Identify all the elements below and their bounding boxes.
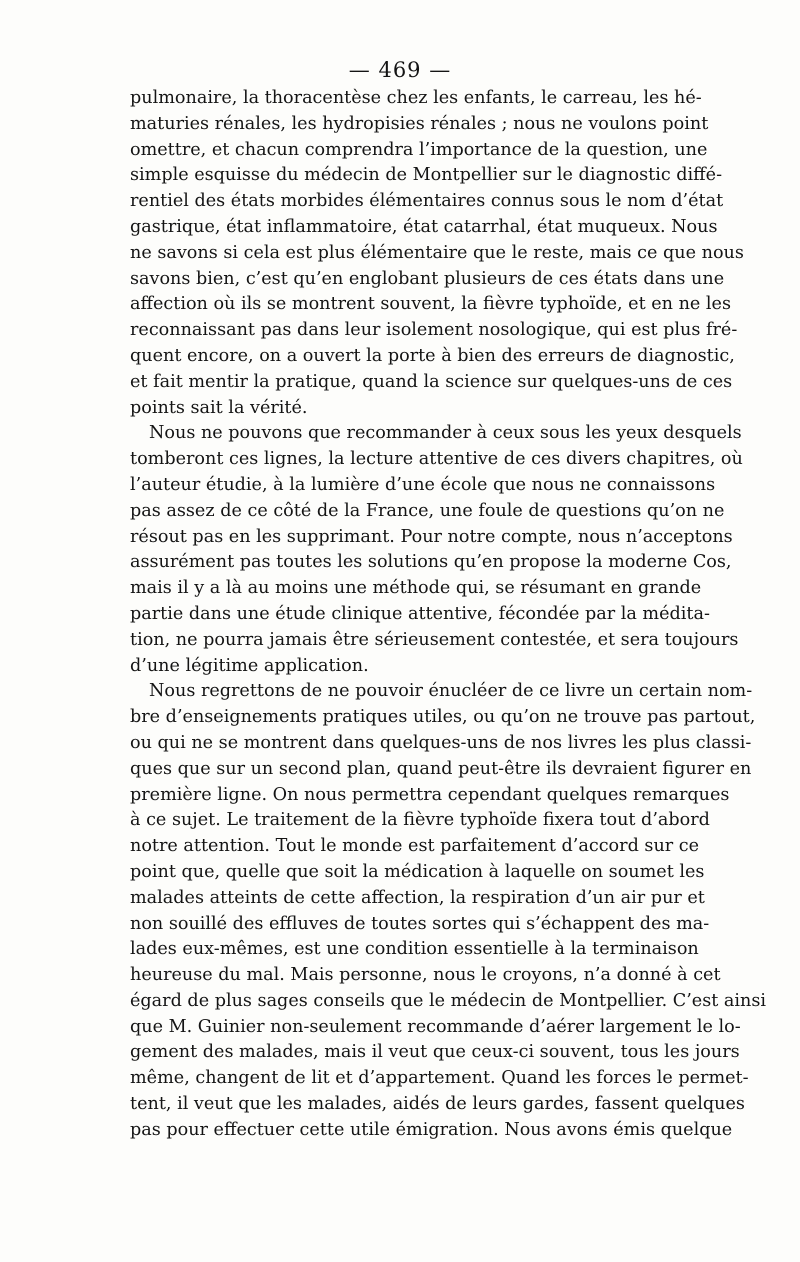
text-line: non souillé des effluves de toutes sortes qui s’échappent des ma- bbox=[130, 913, 710, 934]
text-line: heureuse du mal. Mais personne, nous le croyons, n’a donné à cet bbox=[130, 965, 721, 986]
paragraph-2 bbox=[130, 421, 743, 679]
paragraph-3 bbox=[130, 679, 767, 1143]
text-line: tion, ne pourra jamais être sérieusement contestée, et sera toujours bbox=[130, 629, 739, 650]
text-line: pas pour effectuer cette utile émigration. Nous avons émis quelque bbox=[130, 1119, 733, 1140]
text-line: tent, il veut que les malades, aidés de leurs gardes, fassent quelques bbox=[130, 1094, 745, 1115]
text-line: malades atteints de cette affection, la respiration d’un air pur et bbox=[130, 887, 705, 908]
text-line: que M. Guinier non-seulement recommande d’aérer largement le lo- bbox=[130, 1016, 741, 1037]
text-line: quent encore, on a ouvert la porte à bien des erreurs de diagnostic, bbox=[130, 345, 735, 366]
text-line: bre d’enseignements pratiques utiles, ou qu’on ne trouve pas partout, bbox=[130, 707, 756, 728]
text-line: égard de plus sages conseils que le médecin de Montpellier. C’est ainsi bbox=[130, 990, 767, 1011]
text-line: tomberont ces lignes, la lecture attentive de ces divers chapitres, où bbox=[130, 449, 743, 470]
text-line: et fait mentir la pratique, quand la science sur quelques-uns de ces bbox=[130, 371, 733, 392]
text-line: Nous ne pouvons que recommander à ceux sous les yeux desquels bbox=[149, 423, 742, 444]
text-line: omettre, et chacun comprendra l’importance de la question, une bbox=[130, 139, 708, 160]
text-line: notre attention. Tout le monde est parfaitement d’accord sur ce bbox=[130, 836, 700, 857]
text-line: simple esquisse du médecin de Montpellier sur le diagnostic diffé- bbox=[130, 165, 723, 186]
text-line: ne savons si cela est plus élémentaire que le reste, mais ce que nous bbox=[130, 242, 744, 263]
text-line: même, changent de lit et d’appartement. Quand les forces le permet- bbox=[130, 1068, 749, 1089]
text-line: gastrique, état inflammatoire, état catarrhal, état muqueux. Nous bbox=[130, 216, 718, 237]
text-line: lades eux-mêmes, est une condition essentielle à la terminaison bbox=[130, 939, 699, 960]
text-line: ou qui ne se montrent dans quelques-uns de nos livres les plus classi- bbox=[130, 732, 752, 753]
text-line: première ligne. On nous permettra cependant quelques remarques bbox=[130, 784, 730, 805]
text-line: ques que sur un second plan, quand peut-être ils devraient figurer en bbox=[130, 758, 752, 779]
text-line: résout pas en les supprimant. Pour notre compte, nous n’acceptons bbox=[130, 526, 733, 547]
text-line: Nous regrettons de ne pouvoir énucléer de ce livre un certain nom- bbox=[149, 681, 753, 702]
body-text bbox=[130, 86, 767, 1144]
text-line: points sait la vérité. bbox=[130, 397, 308, 418]
text-line: point que, quelle que soit la médication à laquelle on soumet les bbox=[130, 861, 705, 882]
text-line: pas assez de ce côté de la France, une foule de questions qu’on ne bbox=[130, 500, 725, 521]
text-line: assurément pas toutes les solutions qu’en propose la moderne Cos, bbox=[130, 552, 732, 573]
text-line: partie dans une étude clinique attentive, fécondée par la médita- bbox=[130, 603, 710, 624]
text-line: d’une légitime application. bbox=[130, 655, 369, 676]
text-line: maturies rénales, les hydropisies rénales ; nous ne voulons point bbox=[130, 113, 709, 134]
text-line: savons bien, c’est qu’en englobant plusieurs de ces états dans une bbox=[130, 268, 725, 289]
text-line: rentiel des états morbides élémentaires connus sous le nom d’état bbox=[130, 191, 724, 212]
text-line: reconnaissant pas dans leur isolement nosologique, qui est plus fré- bbox=[130, 320, 738, 341]
text-line: l’auteur étudie, à la lumière d’une école que nous ne connaissons bbox=[130, 474, 716, 495]
text-line: à ce sujet. Le traitement de la fièvre typhoïde fixera tout d’abord bbox=[130, 810, 710, 831]
text-line: pulmonaire, la thoracentèse chez les enfants, le carreau, les hé- bbox=[130, 88, 702, 108]
page-number: — 469 — bbox=[348, 58, 452, 82]
text-line: affection où ils se montrent souvent, la fièvre typhoïde, et en ne les bbox=[130, 294, 731, 315]
text-line: mais il y a là au moins une méthode qui, se résumant en grande bbox=[130, 578, 702, 599]
text-line: gement des malades, mais il veut que ceux-ci souvent, tous les jours bbox=[130, 1042, 740, 1063]
paragraph-1 bbox=[130, 86, 744, 421]
